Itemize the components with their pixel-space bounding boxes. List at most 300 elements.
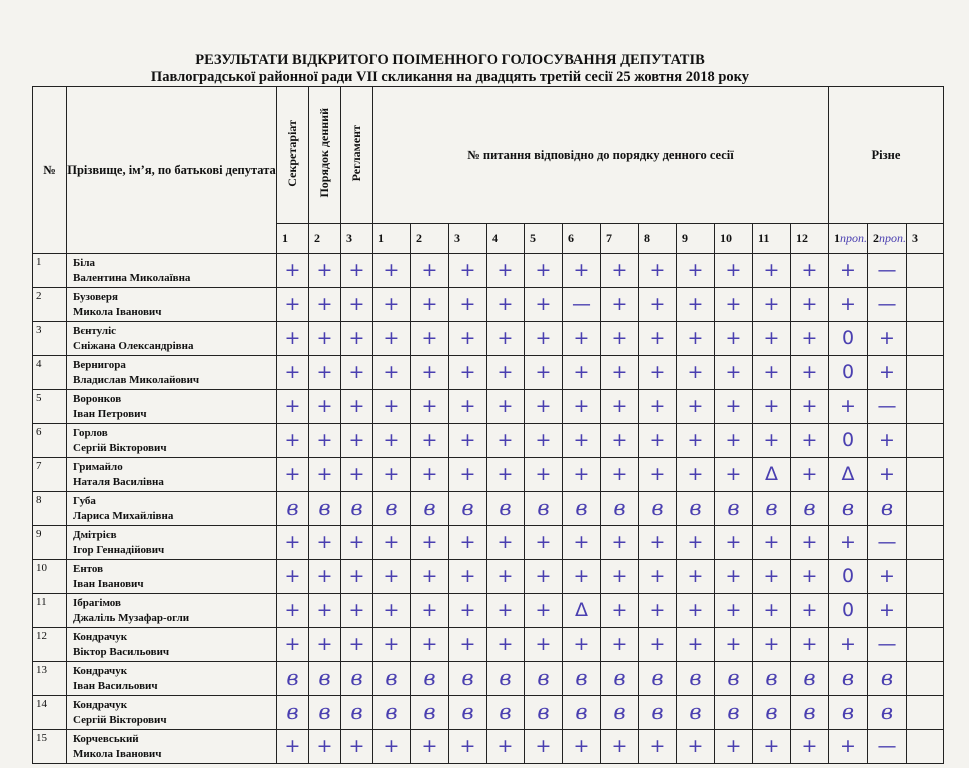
- vote-cell: +: [563, 458, 601, 492]
- column-number: 2: [411, 224, 449, 254]
- header-secretariat: [277, 87, 309, 224]
- vote-cell: +: [601, 288, 639, 322]
- vote-cell: в: [868, 492, 907, 526]
- deputy-name: Корчевський Микола Іванович: [67, 730, 277, 764]
- vote-cell: +: [677, 356, 715, 390]
- row-number: 15: [33, 730, 67, 764]
- row-number: 7: [33, 458, 67, 492]
- row-number: 3: [33, 322, 67, 356]
- vote-cell: +: [715, 628, 753, 662]
- deputy-name: Біла Валентина Миколаївна: [67, 254, 277, 288]
- vote-cell: +: [753, 730, 791, 764]
- vote-cell: +: [601, 254, 639, 288]
- vote-cell: +: [373, 322, 411, 356]
- vote-cell: +: [791, 356, 829, 390]
- vote-cell: +: [525, 288, 563, 322]
- column-number: 5: [525, 224, 563, 254]
- vote-cell: +: [309, 730, 341, 764]
- document-title: РЕЗУЛЬТАТИ ВІДКРИТОГО ПОІМЕННОГО ГОЛОСУВАННЯ ДЕПУТАТІВ: [195, 52, 705, 68]
- vote-cell: +: [525, 526, 563, 560]
- vote-cell: +: [309, 560, 341, 594]
- vote-cell: [907, 288, 944, 322]
- vote-cell: в: [411, 662, 449, 696]
- vote-cell: в: [411, 492, 449, 526]
- vote-cell: в: [753, 662, 791, 696]
- vote-cell: +: [677, 254, 715, 288]
- vote-cell: +: [373, 288, 411, 322]
- vote-cell: +: [373, 560, 411, 594]
- vote-cell: +: [829, 390, 868, 424]
- column-number: 1: [373, 224, 411, 254]
- vote-cell: +: [449, 628, 487, 662]
- deputy-name: Губа Лариса Михайлівна: [67, 492, 277, 526]
- vote-cell: —: [868, 526, 907, 560]
- vote-cell: в: [373, 492, 411, 526]
- vote-cell: [907, 730, 944, 764]
- row-number: 6: [33, 424, 67, 458]
- vote-cell: +: [487, 424, 525, 458]
- vote-cell: +: [309, 424, 341, 458]
- vote-cell: +: [411, 288, 449, 322]
- vote-cell: +: [277, 730, 309, 764]
- vote-cell: +: [487, 356, 525, 390]
- vote-cell: в: [639, 492, 677, 526]
- row-number: 2: [33, 288, 67, 322]
- vote-cell: [907, 492, 944, 526]
- column-number: 3: [449, 224, 487, 254]
- deputy-name: Воронков Іван Петрович: [67, 390, 277, 424]
- vote-cell: +: [373, 458, 411, 492]
- vote-cell: в: [563, 696, 601, 730]
- vote-cell: +: [449, 730, 487, 764]
- vote-cell: +: [715, 254, 753, 288]
- vote-cell: +: [277, 288, 309, 322]
- deputy-name: Кондрачук Віктор Васильович: [67, 628, 277, 662]
- table-row: [33, 628, 944, 662]
- vote-cell: +: [487, 390, 525, 424]
- vote-cell: [907, 560, 944, 594]
- vote-cell: +: [753, 594, 791, 628]
- vote-cell: +: [601, 390, 639, 424]
- vote-cell: +: [525, 628, 563, 662]
- table-row: [33, 662, 944, 696]
- vote-cell: +: [829, 288, 868, 322]
- vote-cell: +: [563, 390, 601, 424]
- vote-cell: +: [715, 424, 753, 458]
- vote-cell: +: [411, 390, 449, 424]
- vote-cell: +: [449, 526, 487, 560]
- vote-cell: +: [525, 730, 563, 764]
- vote-cell: +: [277, 356, 309, 390]
- vote-cell: +: [309, 458, 341, 492]
- vote-cell: +: [449, 560, 487, 594]
- vote-cell: +: [715, 560, 753, 594]
- vote-cell: +: [411, 424, 449, 458]
- vote-cell: +: [677, 594, 715, 628]
- vote-cell: в: [715, 492, 753, 526]
- vote-cell: +: [791, 526, 829, 560]
- vote-cell: +: [868, 424, 907, 458]
- vote-cell: +: [715, 390, 753, 424]
- table-row: [33, 526, 944, 560]
- vote-cell: —: [868, 288, 907, 322]
- vote-cell: [907, 424, 944, 458]
- table-row: [33, 424, 944, 458]
- vote-cell: +: [563, 424, 601, 458]
- vote-cell: +: [601, 424, 639, 458]
- vote-cell: в: [487, 662, 525, 696]
- vote-cell: +: [791, 730, 829, 764]
- vote-cell: +: [753, 356, 791, 390]
- vote-cell: +: [791, 424, 829, 458]
- table-row: [33, 254, 944, 288]
- vote-cell: +: [525, 594, 563, 628]
- vote-cell: +: [677, 628, 715, 662]
- document-subtitle: Павлоградської районної ради VII скликання на двадцять третій сесії 25 жовтня 2018 року: [150, 69, 750, 85]
- table-row: [33, 356, 944, 390]
- column-number: 6: [563, 224, 601, 254]
- vote-cell: +: [525, 322, 563, 356]
- vote-cell: +: [411, 322, 449, 356]
- vote-cell: в: [715, 662, 753, 696]
- deputy-name: Ентов Іван Іванович: [67, 560, 277, 594]
- vote-cell: +: [277, 390, 309, 424]
- vote-cell: +: [309, 288, 341, 322]
- vote-cell: +: [341, 356, 373, 390]
- vote-cell: в: [639, 662, 677, 696]
- vote-cell: +: [677, 322, 715, 356]
- deputy-name: Ібрагімов Джаліль Музафар-огли: [67, 594, 277, 628]
- vote-cell: +: [277, 458, 309, 492]
- vote-cell: в: [277, 492, 309, 526]
- header-regulation-label: Регламент: [349, 124, 363, 182]
- misc-column-note: проп.: [840, 231, 867, 245]
- vote-cell: в: [639, 696, 677, 730]
- vote-cell: +: [277, 424, 309, 458]
- vote-cell: +: [341, 560, 373, 594]
- column-number: 3: [341, 224, 373, 254]
- vote-cell: в: [525, 696, 563, 730]
- vote-cell: 0: [829, 356, 868, 390]
- vote-cell: в: [677, 662, 715, 696]
- vote-cell: +: [373, 526, 411, 560]
- vote-cell: [907, 696, 944, 730]
- vote-cell: в: [449, 696, 487, 730]
- vote-cell: в: [601, 492, 639, 526]
- table-row: [33, 594, 944, 628]
- row-number: 10: [33, 560, 67, 594]
- vote-cell: +: [411, 526, 449, 560]
- deputy-name: Кондрачук Іван Васильович: [67, 662, 277, 696]
- column-number: 1проп.: [829, 224, 868, 254]
- vote-cell: +: [677, 458, 715, 492]
- vote-cell: +: [309, 356, 341, 390]
- vote-cell: +: [309, 390, 341, 424]
- vote-cell: +: [341, 254, 373, 288]
- vote-cell: +: [309, 254, 341, 288]
- vote-cell: +: [411, 560, 449, 594]
- vote-cell: Δ: [753, 458, 791, 492]
- vote-cell: +: [487, 594, 525, 628]
- header-secretariat-label: Секретаріат: [285, 119, 299, 187]
- vote-cell: +: [341, 288, 373, 322]
- vote-cell: в: [563, 492, 601, 526]
- deputy-name: Горлов Сергій Вікторович: [67, 424, 277, 458]
- vote-cell: в: [868, 696, 907, 730]
- vote-cell: +: [791, 594, 829, 628]
- vote-cell: +: [487, 322, 525, 356]
- vote-cell: в: [715, 696, 753, 730]
- vote-cell: в: [677, 696, 715, 730]
- vote-cell: +: [677, 288, 715, 322]
- vote-cell: —: [868, 390, 907, 424]
- vote-cell: +: [525, 424, 563, 458]
- vote-cell: +: [563, 526, 601, 560]
- vote-cell: +: [341, 594, 373, 628]
- vote-cell: +: [373, 628, 411, 662]
- row-number: 9: [33, 526, 67, 560]
- vote-cell: +: [449, 254, 487, 288]
- vote-cell: +: [639, 526, 677, 560]
- vote-cell: +: [639, 560, 677, 594]
- vote-cell: +: [277, 628, 309, 662]
- vote-cell: Δ: [563, 594, 601, 628]
- vote-cell: +: [829, 254, 868, 288]
- header-regulation: [341, 87, 373, 224]
- deputy-name: Вернигора Владислав Миколайович: [67, 356, 277, 390]
- vote-cell: +: [411, 594, 449, 628]
- column-number: 10: [715, 224, 753, 254]
- vote-cell: +: [829, 730, 868, 764]
- vote-cell: в: [753, 492, 791, 526]
- vote-cell: в: [373, 662, 411, 696]
- vote-cell: +: [601, 628, 639, 662]
- header-agenda: [309, 87, 341, 224]
- vote-cell: +: [341, 322, 373, 356]
- vote-cell: +: [639, 390, 677, 424]
- vote-cell: +: [753, 254, 791, 288]
- vote-cell: +: [639, 356, 677, 390]
- vote-cell: +: [715, 322, 753, 356]
- vote-cell: 0: [829, 594, 868, 628]
- vote-cell: +: [715, 458, 753, 492]
- column-number: 3: [907, 224, 944, 254]
- column-number: 1: [277, 224, 309, 254]
- vote-cell: в: [309, 696, 341, 730]
- vote-cell: +: [449, 322, 487, 356]
- vote-cell: +: [309, 322, 341, 356]
- vote-cell: +: [449, 424, 487, 458]
- vote-cell: +: [753, 526, 791, 560]
- vote-cell: [907, 322, 944, 356]
- vote-cell: [907, 458, 944, 492]
- header-number: №: [33, 87, 67, 254]
- vote-cell: +: [525, 458, 563, 492]
- vote-cell: +: [411, 356, 449, 390]
- vote-cell: [907, 356, 944, 390]
- row-number: 8: [33, 492, 67, 526]
- vote-cell: +: [563, 560, 601, 594]
- vote-cell: в: [829, 696, 868, 730]
- vote-cell: +: [487, 628, 525, 662]
- vote-cell: в: [341, 696, 373, 730]
- vote-cell: в: [373, 696, 411, 730]
- vote-cell: +: [341, 526, 373, 560]
- vote-cell: +: [277, 560, 309, 594]
- column-number: 11: [753, 224, 791, 254]
- vote-cell: +: [791, 322, 829, 356]
- vote-cell: в: [277, 696, 309, 730]
- vote-cell: +: [563, 628, 601, 662]
- vote-cell: в: [341, 662, 373, 696]
- vote-cell: —: [563, 288, 601, 322]
- vote-cell: 0: [829, 322, 868, 356]
- vote-cell: +: [868, 560, 907, 594]
- deputy-name: Вєнтуліс Сніжана Олександрівна: [67, 322, 277, 356]
- vote-cell: в: [601, 662, 639, 696]
- vote-cell: в: [277, 662, 309, 696]
- vote-cell: +: [791, 628, 829, 662]
- table-row: [33, 390, 944, 424]
- vote-cell: +: [868, 458, 907, 492]
- deputy-name: Дмітрієв Ігор Геннадійович: [67, 526, 277, 560]
- vote-cell: 0: [829, 424, 868, 458]
- table-row: [33, 458, 944, 492]
- vote-cell: —: [868, 628, 907, 662]
- vote-cell: в: [449, 662, 487, 696]
- vote-cell: +: [411, 730, 449, 764]
- header-misc: Різне: [829, 87, 944, 224]
- vote-cell: +: [373, 594, 411, 628]
- vote-cell: +: [677, 560, 715, 594]
- column-number: 8: [639, 224, 677, 254]
- vote-cell: +: [639, 730, 677, 764]
- vote-cell: в: [791, 662, 829, 696]
- vote-cell: +: [487, 526, 525, 560]
- vote-cell: +: [309, 526, 341, 560]
- row-number: 1: [33, 254, 67, 288]
- vote-cell: +: [639, 594, 677, 628]
- vote-cell: +: [791, 560, 829, 594]
- table-row: [33, 730, 944, 764]
- header-agenda-label: Порядок денний: [317, 108, 331, 198]
- vote-cell: +: [677, 526, 715, 560]
- table-row: [33, 492, 944, 526]
- vote-cell: +: [639, 424, 677, 458]
- vote-cell: +: [277, 322, 309, 356]
- vote-cell: +: [868, 356, 907, 390]
- row-number: 13: [33, 662, 67, 696]
- vote-cell: +: [449, 390, 487, 424]
- vote-cell: +: [677, 424, 715, 458]
- vote-cell: —: [868, 254, 907, 288]
- column-number: 12: [791, 224, 829, 254]
- vote-cell: +: [601, 526, 639, 560]
- vote-cell: [907, 254, 944, 288]
- table-row: [33, 322, 944, 356]
- vote-cell: +: [601, 458, 639, 492]
- vote-cell: +: [791, 288, 829, 322]
- misc-column-note: проп.: [879, 231, 906, 245]
- vote-cell: +: [601, 730, 639, 764]
- vote-cell: +: [791, 254, 829, 288]
- vote-cell: в: [525, 492, 563, 526]
- vote-cell: в: [753, 696, 791, 730]
- vote-cell: [907, 662, 944, 696]
- vote-cell: +: [525, 390, 563, 424]
- vote-cell: +: [277, 594, 309, 628]
- vote-cell: +: [601, 322, 639, 356]
- vote-cell: в: [829, 662, 868, 696]
- vote-cell: +: [601, 594, 639, 628]
- vote-cell: —: [868, 730, 907, 764]
- vote-cell: +: [341, 628, 373, 662]
- vote-cell: +: [601, 356, 639, 390]
- vote-cell: +: [677, 390, 715, 424]
- vote-cell: +: [411, 458, 449, 492]
- vote-cell: +: [373, 424, 411, 458]
- vote-cell: +: [715, 526, 753, 560]
- vote-cell: +: [563, 730, 601, 764]
- vote-cell: +: [341, 424, 373, 458]
- vote-cell: +: [373, 356, 411, 390]
- vote-cell: в: [563, 662, 601, 696]
- vote-cell: +: [411, 628, 449, 662]
- vote-cell: +: [639, 458, 677, 492]
- vote-cell: +: [563, 254, 601, 288]
- vote-cell: +: [373, 730, 411, 764]
- vote-cell: +: [563, 356, 601, 390]
- vote-cell: в: [525, 662, 563, 696]
- vote-cell: +: [411, 254, 449, 288]
- vote-cell: +: [677, 730, 715, 764]
- vote-cell: в: [309, 492, 341, 526]
- vote-cell: +: [868, 594, 907, 628]
- vote-cell: +: [753, 628, 791, 662]
- vote-cell: +: [791, 458, 829, 492]
- vote-cell: +: [715, 356, 753, 390]
- vote-cell: в: [487, 492, 525, 526]
- vote-cell: +: [309, 594, 341, 628]
- vote-cell: +: [487, 254, 525, 288]
- deputy-name: Бузоверя Микола Іванович: [67, 288, 277, 322]
- row-number: 11: [33, 594, 67, 628]
- voting-table: [32, 86, 944, 764]
- vote-cell: в: [449, 492, 487, 526]
- vote-cell: +: [563, 322, 601, 356]
- vote-cell: +: [715, 288, 753, 322]
- vote-cell: +: [487, 458, 525, 492]
- vote-cell: +: [639, 322, 677, 356]
- vote-cell: Δ: [829, 458, 868, 492]
- vote-cell: +: [525, 254, 563, 288]
- vote-cell: +: [639, 628, 677, 662]
- vote-cell: +: [639, 254, 677, 288]
- vote-cell: в: [411, 696, 449, 730]
- vote-cell: +: [449, 356, 487, 390]
- column-number: 7: [601, 224, 639, 254]
- vote-cell: +: [829, 526, 868, 560]
- vote-cell: +: [277, 254, 309, 288]
- vote-cell: +: [753, 288, 791, 322]
- vote-cell: +: [525, 356, 563, 390]
- column-number: 9: [677, 224, 715, 254]
- table-row: [33, 288, 944, 322]
- vote-cell: в: [868, 662, 907, 696]
- vote-cell: +: [639, 288, 677, 322]
- vote-cell: [907, 594, 944, 628]
- row-number: 12: [33, 628, 67, 662]
